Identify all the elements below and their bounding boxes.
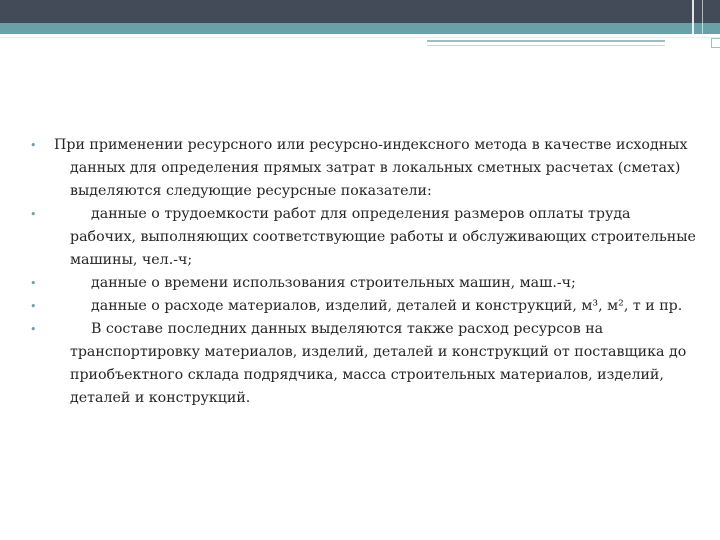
bullet-item (30, 272, 700, 295)
header-band (0, 0, 720, 23)
bullet-icon: • (30, 139, 37, 152)
bullet-item (30, 203, 700, 272)
bullet-text: При применении ресурсного или ресурсно-индексного метода в качестве исходных данных для определения прямых затрат в локальных сметных расчетах (сметах) выделяются следующие ресурсные показатели: (54, 137, 688, 199)
bullet-text: данные о трудоемкости работ для определения размеров оплаты труда рабочих, выполняющих соответствующие работы и обслуживающих строительные машины, чел.-ч; (70, 206, 696, 268)
slide-body (30, 134, 700, 410)
bullet-text: данные о расходе материалов, изделий, деталей и конструкций, м³, м², т и пр. (91, 298, 683, 314)
bullet-text: данные о времени использования строительных машин, маш.-ч; (91, 275, 576, 291)
bullet-list (30, 134, 700, 410)
bullet-item (30, 295, 700, 318)
decorative-stripe (702, 0, 703, 34)
accent-band (0, 23, 720, 34)
bullet-icon: • (30, 208, 37, 221)
bullet-icon: • (30, 300, 37, 313)
decorative-line (427, 45, 665, 46)
bullet-item (30, 134, 700, 203)
bullet-text: В составе последних данных выделяются также расход ресурсов на транспортировку материалов, изделий, деталей и конструкций от поставщика до приобъектного склада подрядчика, масса строительных материалов, изделий, деталей и конструкций. (70, 321, 687, 406)
decorative-line (427, 40, 665, 42)
bullet-icon: • (30, 323, 37, 336)
decorative-line (0, 37, 720, 38)
decorative-stripe (692, 0, 694, 34)
bullet-item (30, 318, 700, 410)
bullet-icon: • (30, 277, 37, 290)
decorative-frame (711, 38, 720, 48)
